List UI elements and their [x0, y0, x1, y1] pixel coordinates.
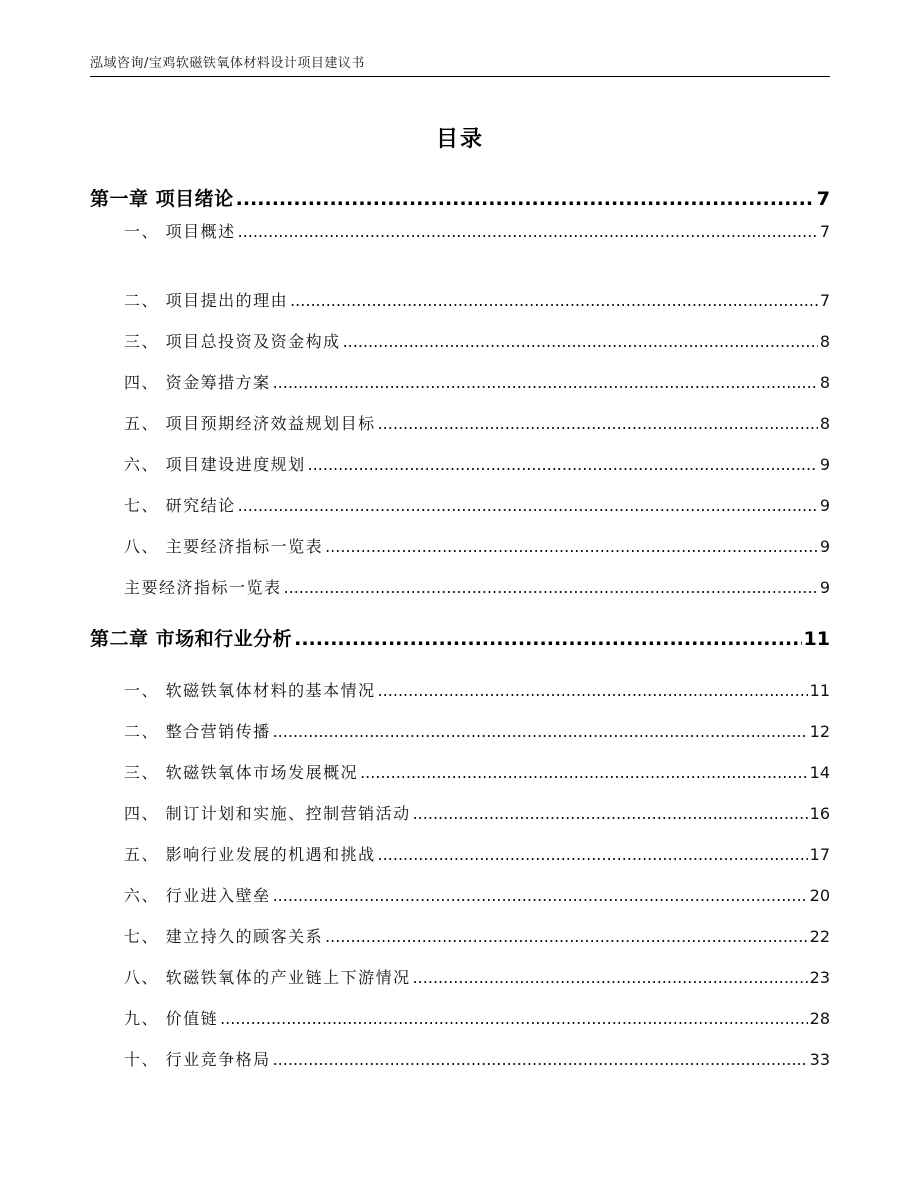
toc-page-number: 12 — [809, 722, 830, 741]
toc-section-label: 五、 影响行业发展的机遇和挑战 — [124, 845, 376, 864]
toc-page-number: 20 — [809, 886, 830, 905]
dot-leader — [273, 722, 808, 741]
toc-page-number: 11 — [803, 628, 830, 650]
toc-page-number: 28 — [809, 1009, 830, 1028]
toc-section[interactable] — [124, 493, 830, 516]
toc-page-number: 8 — [819, 373, 830, 392]
toc-section-label: 四、 制订计划和实施、控制营销活动 — [124, 804, 411, 823]
dot-leader — [220, 1009, 808, 1028]
toc-page-number: 9 — [819, 496, 830, 515]
toc-section[interactable] — [124, 678, 830, 701]
toc-section[interactable] — [124, 842, 830, 865]
toc-section[interactable] — [124, 801, 830, 824]
toc-section-label: 六、 项目建设进度规划 — [124, 455, 306, 474]
toc-section-label: 三、 项目总投资及资金构成 — [124, 332, 341, 351]
toc-section-label: 十、 行业竞争格局 — [124, 1050, 271, 1069]
dot-leader — [378, 845, 808, 864]
toc-section-label: 四、 资金筹措方案 — [124, 373, 271, 392]
toc-section-label: 六、 行业进入壁垒 — [124, 886, 271, 905]
toc-page-number: 7 — [819, 222, 830, 241]
dot-leader — [308, 455, 818, 474]
toc-page-number: 8 — [819, 414, 830, 433]
toc-page-number: 16 — [809, 804, 830, 823]
dot-leader — [325, 537, 818, 556]
toc-page-number: 23 — [809, 968, 830, 987]
toc-section[interactable] — [124, 719, 830, 742]
dot-leader — [238, 222, 818, 241]
toc-page-number: 22 — [809, 927, 830, 946]
toc-section-label: 五、 项目预期经济效益规划目标 — [124, 414, 376, 433]
page-header: 泓域咨询/宝鸡软磁铁氧体材料设计项目建议书 — [90, 56, 365, 71]
toc-section[interactable] — [124, 370, 830, 393]
dot-leader — [273, 886, 808, 905]
dot-leader — [273, 373, 818, 392]
toc-page-number: 17 — [809, 845, 830, 864]
toc-section[interactable] — [124, 965, 830, 988]
toc-page-number: 8 — [819, 332, 830, 351]
toc-section[interactable] — [124, 1047, 830, 1070]
toc-chapter-label: 第二章 市场和行业分析 — [90, 628, 293, 650]
toc-section[interactable] — [124, 452, 830, 475]
dot-leader — [343, 332, 818, 351]
toc-section[interactable] — [124, 329, 830, 352]
dot-leader — [325, 927, 808, 946]
toc-section-label: 二、 整合营销传播 — [124, 722, 271, 741]
toc-section-label: 八、 主要经济指标一览表 — [124, 537, 324, 556]
toc-section-label: 主要经济指标一览表 — [124, 578, 282, 597]
toc-section[interactable] — [124, 1006, 830, 1029]
toc-page-number: 7 — [819, 291, 830, 310]
toc-section-label: 一、 项目概述 — [124, 222, 236, 241]
toc-section-label: 三、 软磁铁氧体市场发展概况 — [124, 763, 359, 782]
toc-chapter-label: 第一章 项目绪论 — [90, 188, 234, 210]
toc-page-number: 7 — [816, 188, 830, 210]
toc-page-number: 9 — [819, 578, 830, 597]
dot-leader — [236, 188, 815, 210]
toc-section[interactable] — [124, 219, 830, 242]
toc-section[interactable] — [124, 411, 830, 434]
toc-page-number: 9 — [819, 537, 830, 556]
dot-leader — [238, 496, 818, 515]
dot-leader — [413, 968, 808, 987]
dot-leader — [378, 414, 818, 433]
toc-page-number: 14 — [809, 763, 830, 782]
toc-title: 目录 — [435, 127, 484, 152]
toc-section[interactable] — [124, 534, 830, 557]
toc-chapter-2[interactable] — [90, 624, 830, 651]
header-rule — [90, 76, 830, 77]
toc-section-label: 二、 项目提出的理由 — [124, 291, 289, 310]
toc-section[interactable] — [124, 760, 830, 783]
toc-page-number: 33 — [809, 1050, 830, 1069]
toc-chapter-1[interactable] — [90, 184, 830, 211]
toc-page-number: 11 — [809, 681, 830, 700]
toc-section-label: 九、 价值链 — [124, 1009, 219, 1028]
toc-section[interactable] — [124, 924, 830, 947]
dot-leader — [290, 291, 818, 310]
dot-leader — [273, 1050, 808, 1069]
toc-section[interactable] — [124, 883, 830, 906]
toc-section[interactable] — [124, 575, 830, 598]
dot-leader — [378, 681, 808, 700]
toc-section[interactable] — [124, 288, 830, 311]
dot-leader — [413, 804, 808, 823]
toc-page-number: 9 — [819, 455, 830, 474]
toc-section-label: 七、 建立持久的顾客关系 — [124, 927, 324, 946]
toc-section-label: 七、 研究结论 — [124, 496, 236, 515]
toc-section-label: 八、 软磁铁氧体的产业链上下游情况 — [124, 968, 411, 987]
dot-leader — [360, 763, 808, 782]
dot-leader — [284, 578, 818, 597]
toc-section-label: 一、 软磁铁氧体材料的基本情况 — [124, 681, 376, 700]
dot-leader — [294, 628, 801, 650]
